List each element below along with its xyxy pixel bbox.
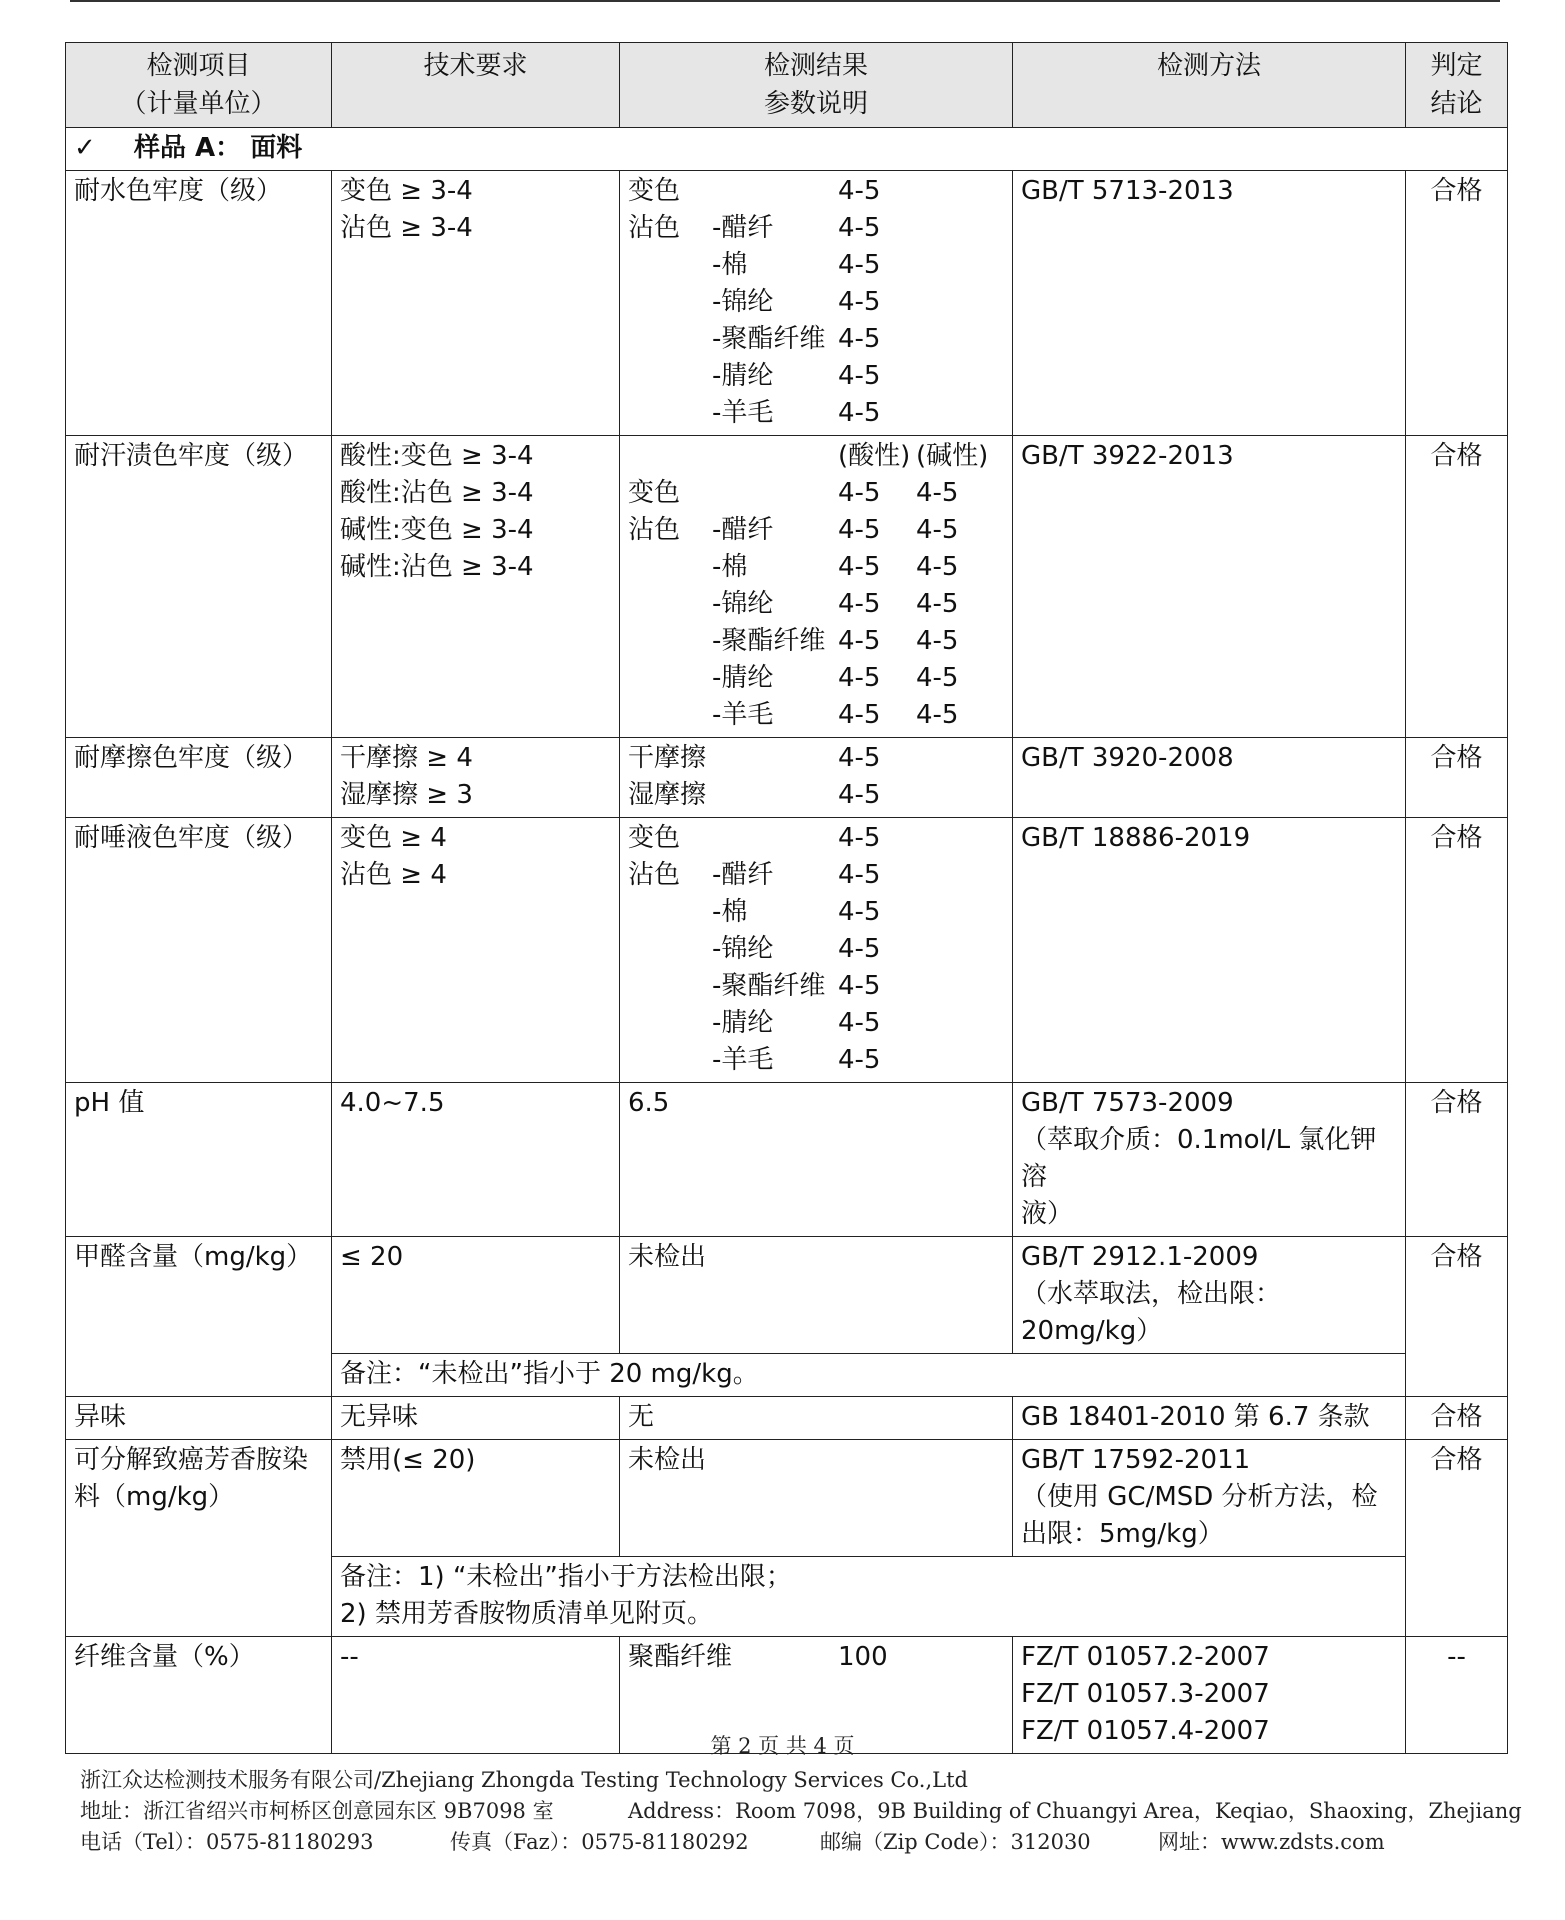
method-text: FZ/T 01057.3-2007	[1021, 1679, 1270, 1709]
item-text: 异味	[74, 1402, 127, 1432]
cell-result	[620, 818, 1013, 1083]
cell-result	[620, 738, 1013, 818]
item-text: pH 值	[74, 1088, 145, 1118]
footer-address	[80, 1795, 1520, 1825]
result-line: -锦纶 4-5	[712, 287, 881, 317]
cell-item	[66, 818, 332, 1083]
result-line: 沾色 -醋纤 4-5	[628, 860, 881, 890]
check-icon: ✓	[74, 133, 96, 163]
table-row	[66, 171, 1508, 436]
result-line: 变色 4-5	[628, 176, 881, 206]
item-text: 耐唾液色牢度（级）	[74, 823, 309, 853]
requirement-text: 碱性:沾色 ≥ 3-4	[340, 552, 534, 582]
item-text: 纤维含量（%）	[74, 1642, 255, 1672]
header-method: 检测方法	[1013, 43, 1406, 128]
method-text: GB 18401-2010 第 6.7 条款	[1021, 1402, 1370, 1432]
method-text: （萃取介质：0.1mol/L 氯化钾溶	[1021, 1125, 1377, 1192]
footer-address-cn: 地址：浙江省绍兴市柯桥区创意园东区 9B7098 室	[80, 1799, 554, 1823]
cell-result	[620, 1440, 1013, 1557]
requirement-text: 4.0~7.5	[340, 1088, 445, 1118]
requirement-text: 酸性:变色 ≥ 3-4	[340, 441, 534, 471]
table-row	[66, 738, 1508, 818]
result-line: -棉 4-5	[712, 897, 881, 927]
cell-method	[1013, 1083, 1406, 1237]
table-header	[66, 43, 1508, 128]
table-row	[66, 1397, 1508, 1440]
result-text: 6.5	[628, 1088, 670, 1118]
method-text: GB/T 18886-2019	[1021, 823, 1251, 853]
requirement-text: 变色 ≥ 4	[340, 823, 447, 853]
cell-result	[620, 171, 1013, 436]
requirement-text: 禁用(≤ 20)	[340, 1445, 476, 1475]
header-conclusion: 判定 结论	[1406, 43, 1508, 128]
table-row	[66, 1237, 1508, 1354]
result-line: -羊毛 4-5	[712, 1045, 881, 1075]
cell-requirement	[332, 1397, 620, 1440]
method-text: GB/T 17592-2011	[1021, 1445, 1251, 1475]
item-text: 耐汗渍色牢度（级）	[74, 441, 309, 471]
result-line: 聚酯纤维 100	[628, 1642, 888, 1672]
method-text: FZ/T 01057.2-2007	[1021, 1642, 1270, 1672]
cell-result	[620, 1237, 1013, 1354]
item-text: 耐摩擦色牢度（级）	[74, 743, 309, 773]
method-text: 出限：5mg/kg）	[1021, 1519, 1224, 1549]
cell-item	[66, 1237, 332, 1397]
top-rule	[70, 0, 1500, 2]
cell-item	[66, 171, 332, 436]
method-text: GB/T 5713-2013	[1021, 176, 1234, 206]
result-line: -棉 4-5	[712, 250, 881, 280]
method-text: （使用 GC/MSD 分析方法，检	[1021, 1482, 1378, 1512]
cell-requirement	[332, 436, 620, 738]
cell-method	[1013, 436, 1406, 738]
requirement-text: 沾色 ≥ 3-4	[340, 213, 473, 243]
cell-requirement	[332, 1083, 620, 1237]
result-line: (酸性) (碱性)	[838, 441, 989, 471]
result-line: -腈纶 4-5 4-5	[712, 663, 959, 693]
cell-conclusion: --	[1406, 1637, 1508, 1754]
result-line: -腈纶 4-5	[712, 1008, 881, 1038]
footer-web: 网址：www.zdsts.com	[1158, 1830, 1385, 1854]
method-text: FZ/T 01057.4-2007	[1021, 1716, 1270, 1746]
item-text: 料（mg/kg）	[74, 1482, 235, 1512]
page-number: 第 2 页 共 4 页	[710, 1734, 855, 1758]
table-row	[66, 1083, 1508, 1237]
cell-result	[620, 1397, 1013, 1440]
cell-item	[66, 1440, 332, 1637]
cell-method	[1013, 1440, 1406, 1557]
method-text: GB/T 7573-2009	[1021, 1088, 1234, 1118]
result-line: 干摩擦 4-5	[628, 743, 881, 773]
header-item: 检测项目 （计量单位）	[66, 43, 332, 128]
item-text: 耐水色牢度（级）	[74, 176, 283, 206]
note-text: 备注：“未检出”指小于 20 mg/kg。	[340, 1359, 759, 1389]
result-line: -羊毛 4-5	[712, 398, 881, 428]
result-line: 沾色 -醋纤 4-5	[628, 213, 881, 243]
cell-requirement	[332, 818, 620, 1083]
cell-conclusion: 合格	[1406, 738, 1508, 818]
cell-method	[1013, 738, 1406, 818]
cell-conclusion: 合格	[1406, 1397, 1508, 1440]
footer-zip: 邮编（Zip Code）：312030	[820, 1830, 1091, 1854]
cell-note	[332, 1557, 1406, 1637]
method-text: GB/T 3920-2008	[1021, 743, 1234, 773]
cell-method	[1013, 1397, 1406, 1440]
requirement-text: 酸性:沾色 ≥ 3-4	[340, 478, 534, 508]
footer-tel: 电话（Tel）：0575-81180293	[80, 1830, 374, 1854]
result-line: 变色 4-5 4-5	[628, 478, 959, 508]
cell-item	[66, 1397, 332, 1440]
cell-method	[1013, 818, 1406, 1083]
cell-conclusion: 合格	[1406, 1237, 1508, 1397]
result-line: -锦纶 4-5	[712, 934, 881, 964]
cell-conclusion: 合格	[1406, 436, 1508, 738]
cell-requirement	[332, 1237, 620, 1354]
cell-requirement	[332, 1440, 620, 1557]
header-result: 检测结果 参数说明	[620, 43, 1013, 128]
footer-contact	[80, 1826, 1520, 1856]
header-requirement: 技术要求	[332, 43, 620, 128]
item-text: 可分解致癌芳香胺染	[74, 1445, 309, 1475]
item-text: 甲醛含量（mg/kg）	[74, 1242, 313, 1272]
footer-company: 浙江众达检测技术服务有限公司/Zhejiang Zhongda Testing Technology Services Co.,Ltd	[80, 1768, 968, 1792]
cell-result	[620, 436, 1013, 738]
cell-note	[332, 1354, 1406, 1397]
cell-conclusion: 合格	[1406, 1440, 1508, 1637]
cell-conclusion: 合格	[1406, 171, 1508, 436]
requirement-text: 无异味	[340, 1402, 419, 1432]
result-line: -聚酯纤维 4-5	[712, 324, 881, 354]
cell-requirement	[332, 738, 620, 818]
result-text: 未检出	[628, 1242, 707, 1272]
footer-address-en: Address：Room 7098，9B Building of Chuangyi Area，Keqiao，Shaoxing，Zhejiang	[628, 1799, 1522, 1823]
requirement-text: 干摩擦 ≥ 4	[340, 743, 473, 773]
note-text: 2) 禁用芳香胺物质清单见附页。	[340, 1599, 713, 1629]
result-line: 沾色 -醋纤 4-5 4-5	[628, 515, 959, 545]
cell-requirement	[332, 171, 620, 436]
result-line: 湿摩擦 4-5	[628, 780, 881, 810]
cell-conclusion: 合格	[1406, 818, 1508, 1083]
result-line: -聚酯纤维 4-5 4-5	[712, 626, 959, 656]
footer-fax: 传真（Faz）：0575-81180292	[450, 1830, 749, 1854]
method-text: GB/T 3922-2013	[1021, 441, 1234, 471]
cell-method	[1013, 171, 1406, 436]
result-line: -腈纶 4-5	[712, 361, 881, 391]
section-title: 样品 A： 面料	[134, 133, 303, 163]
result-text: 未检出	[628, 1445, 707, 1475]
requirement-text: 沾色 ≥ 4	[340, 860, 447, 890]
result-line: -锦纶 4-5 4-5	[712, 589, 959, 619]
cell-result	[620, 1083, 1013, 1237]
method-text: GB/T 2912.1-2009	[1021, 1242, 1259, 1272]
table-row	[66, 818, 1508, 1083]
method-text: 液）	[1021, 1199, 1074, 1229]
requirement-text: 湿摩擦 ≥ 3	[340, 780, 473, 810]
test-results-table	[65, 42, 1508, 1754]
requirement-text: --	[340, 1642, 359, 1672]
requirement-text: ≤ 20	[340, 1242, 404, 1272]
method-text: （水萃取法，检出限：20mg/kg）	[1021, 1279, 1282, 1346]
result-line: -棉 4-5 4-5	[712, 552, 959, 582]
result-text: 无	[628, 1402, 655, 1432]
cell-item	[66, 436, 332, 738]
requirement-text: 变色 ≥ 3-4	[340, 176, 473, 206]
table-row	[66, 1440, 1508, 1557]
section-row	[66, 128, 1508, 171]
cell-item	[66, 738, 332, 818]
cell-item	[66, 1083, 332, 1237]
result-line: -聚酯纤维 4-5	[712, 971, 881, 1001]
result-line: -羊毛 4-5 4-5	[712, 700, 959, 730]
requirement-text: 碱性:变色 ≥ 3-4	[340, 515, 534, 545]
table-row	[66, 436, 1508, 738]
result-line: 变色 4-5	[628, 823, 881, 853]
note-text: 备注：1) “未检出”指小于方法检出限；	[340, 1562, 792, 1592]
cell-conclusion: 合格	[1406, 1083, 1508, 1237]
cell-method	[1013, 1237, 1406, 1354]
